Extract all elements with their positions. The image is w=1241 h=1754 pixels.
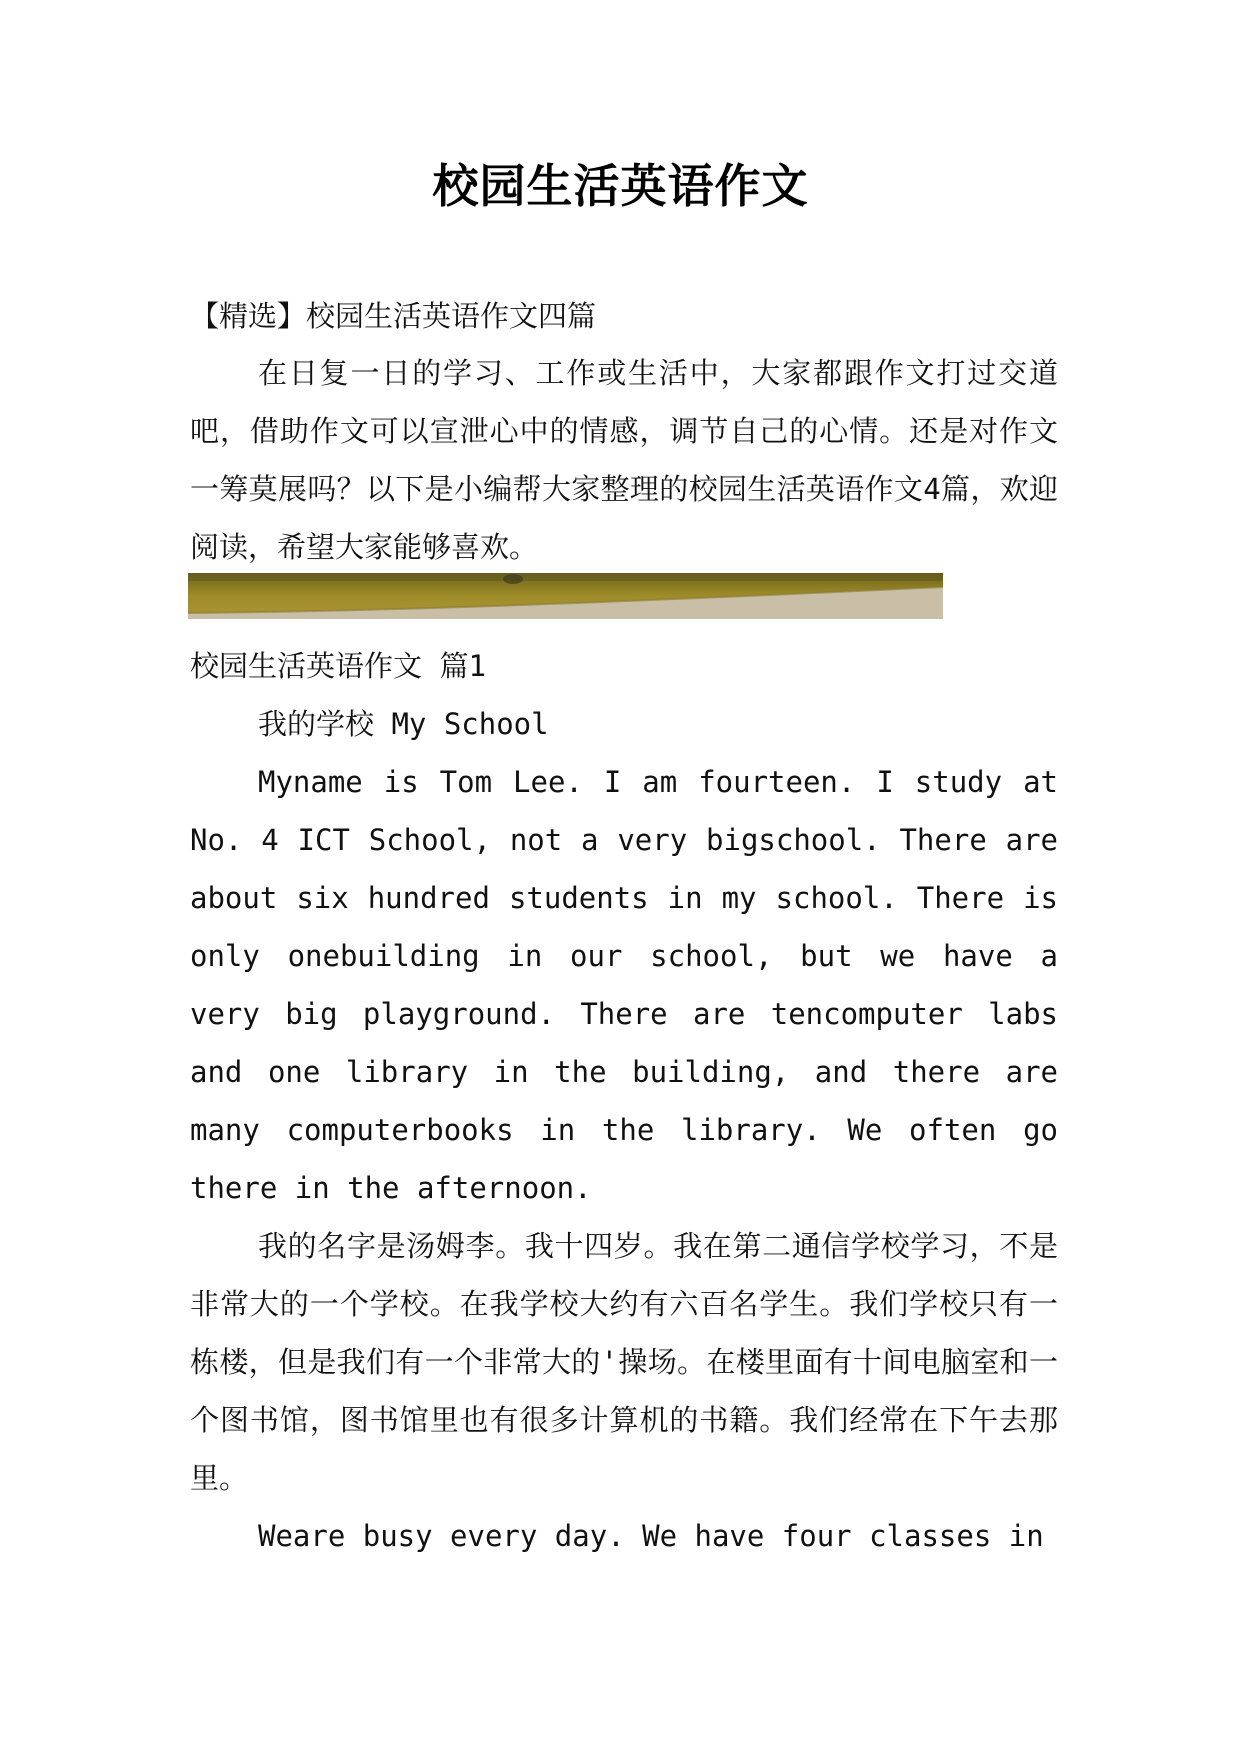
document-subtitle: 【精选】校园生活英语作文四篇 <box>190 299 597 333</box>
campus-lawn-image <box>188 573 943 619</box>
intro-paragraph: 在日复一日的学习、工作或生活中，大家都跟作文打过交道吧，借助作文可以宣泄心中的情感，调节自己的心情。还是对作文一筹莫展吗？以下是小编帮大家整理的校园生活英语作文4篇，欢迎阅读，希望大家能够喜欢。 <box>190 356 1058 564</box>
essay-paragraph-en-1: Myname is Tom Lee. I am fourteen. I study at No. 4 ICT School, not a very bigschool. There are about six hundred students in my school. There is only onebuilding in our school, but we have a very big playground. There are tencomputer labs and one library in the building, and there are many computerbooks in the library. We often go there in the afternoon. <box>190 765 1058 1205</box>
document-title: 校园生活英语作文 <box>432 159 809 213</box>
essay-heading: 校园生活英语作文 篇1 <box>190 649 486 683</box>
essay-paragraph-zh-1: 我的名字是汤姆李。我十四岁。我在第二通信学校学习，不是非常大的一个学校。在我学校大约有六百名学生。我们学校只有一栋楼，但是我们有一个非常大的'操场。在楼里面有十间电脑室和一个图书馆，图书馆里也有很多计算机的书籍。我们经常在下午去那里。 <box>190 1229 1058 1495</box>
essay-subheading: 我的学校 My School <box>258 707 549 741</box>
lawn-path-graphic <box>188 573 943 619</box>
essay-paragraph-en-2: Weare busy every day. We have four classes in <box>258 1519 1044 1553</box>
